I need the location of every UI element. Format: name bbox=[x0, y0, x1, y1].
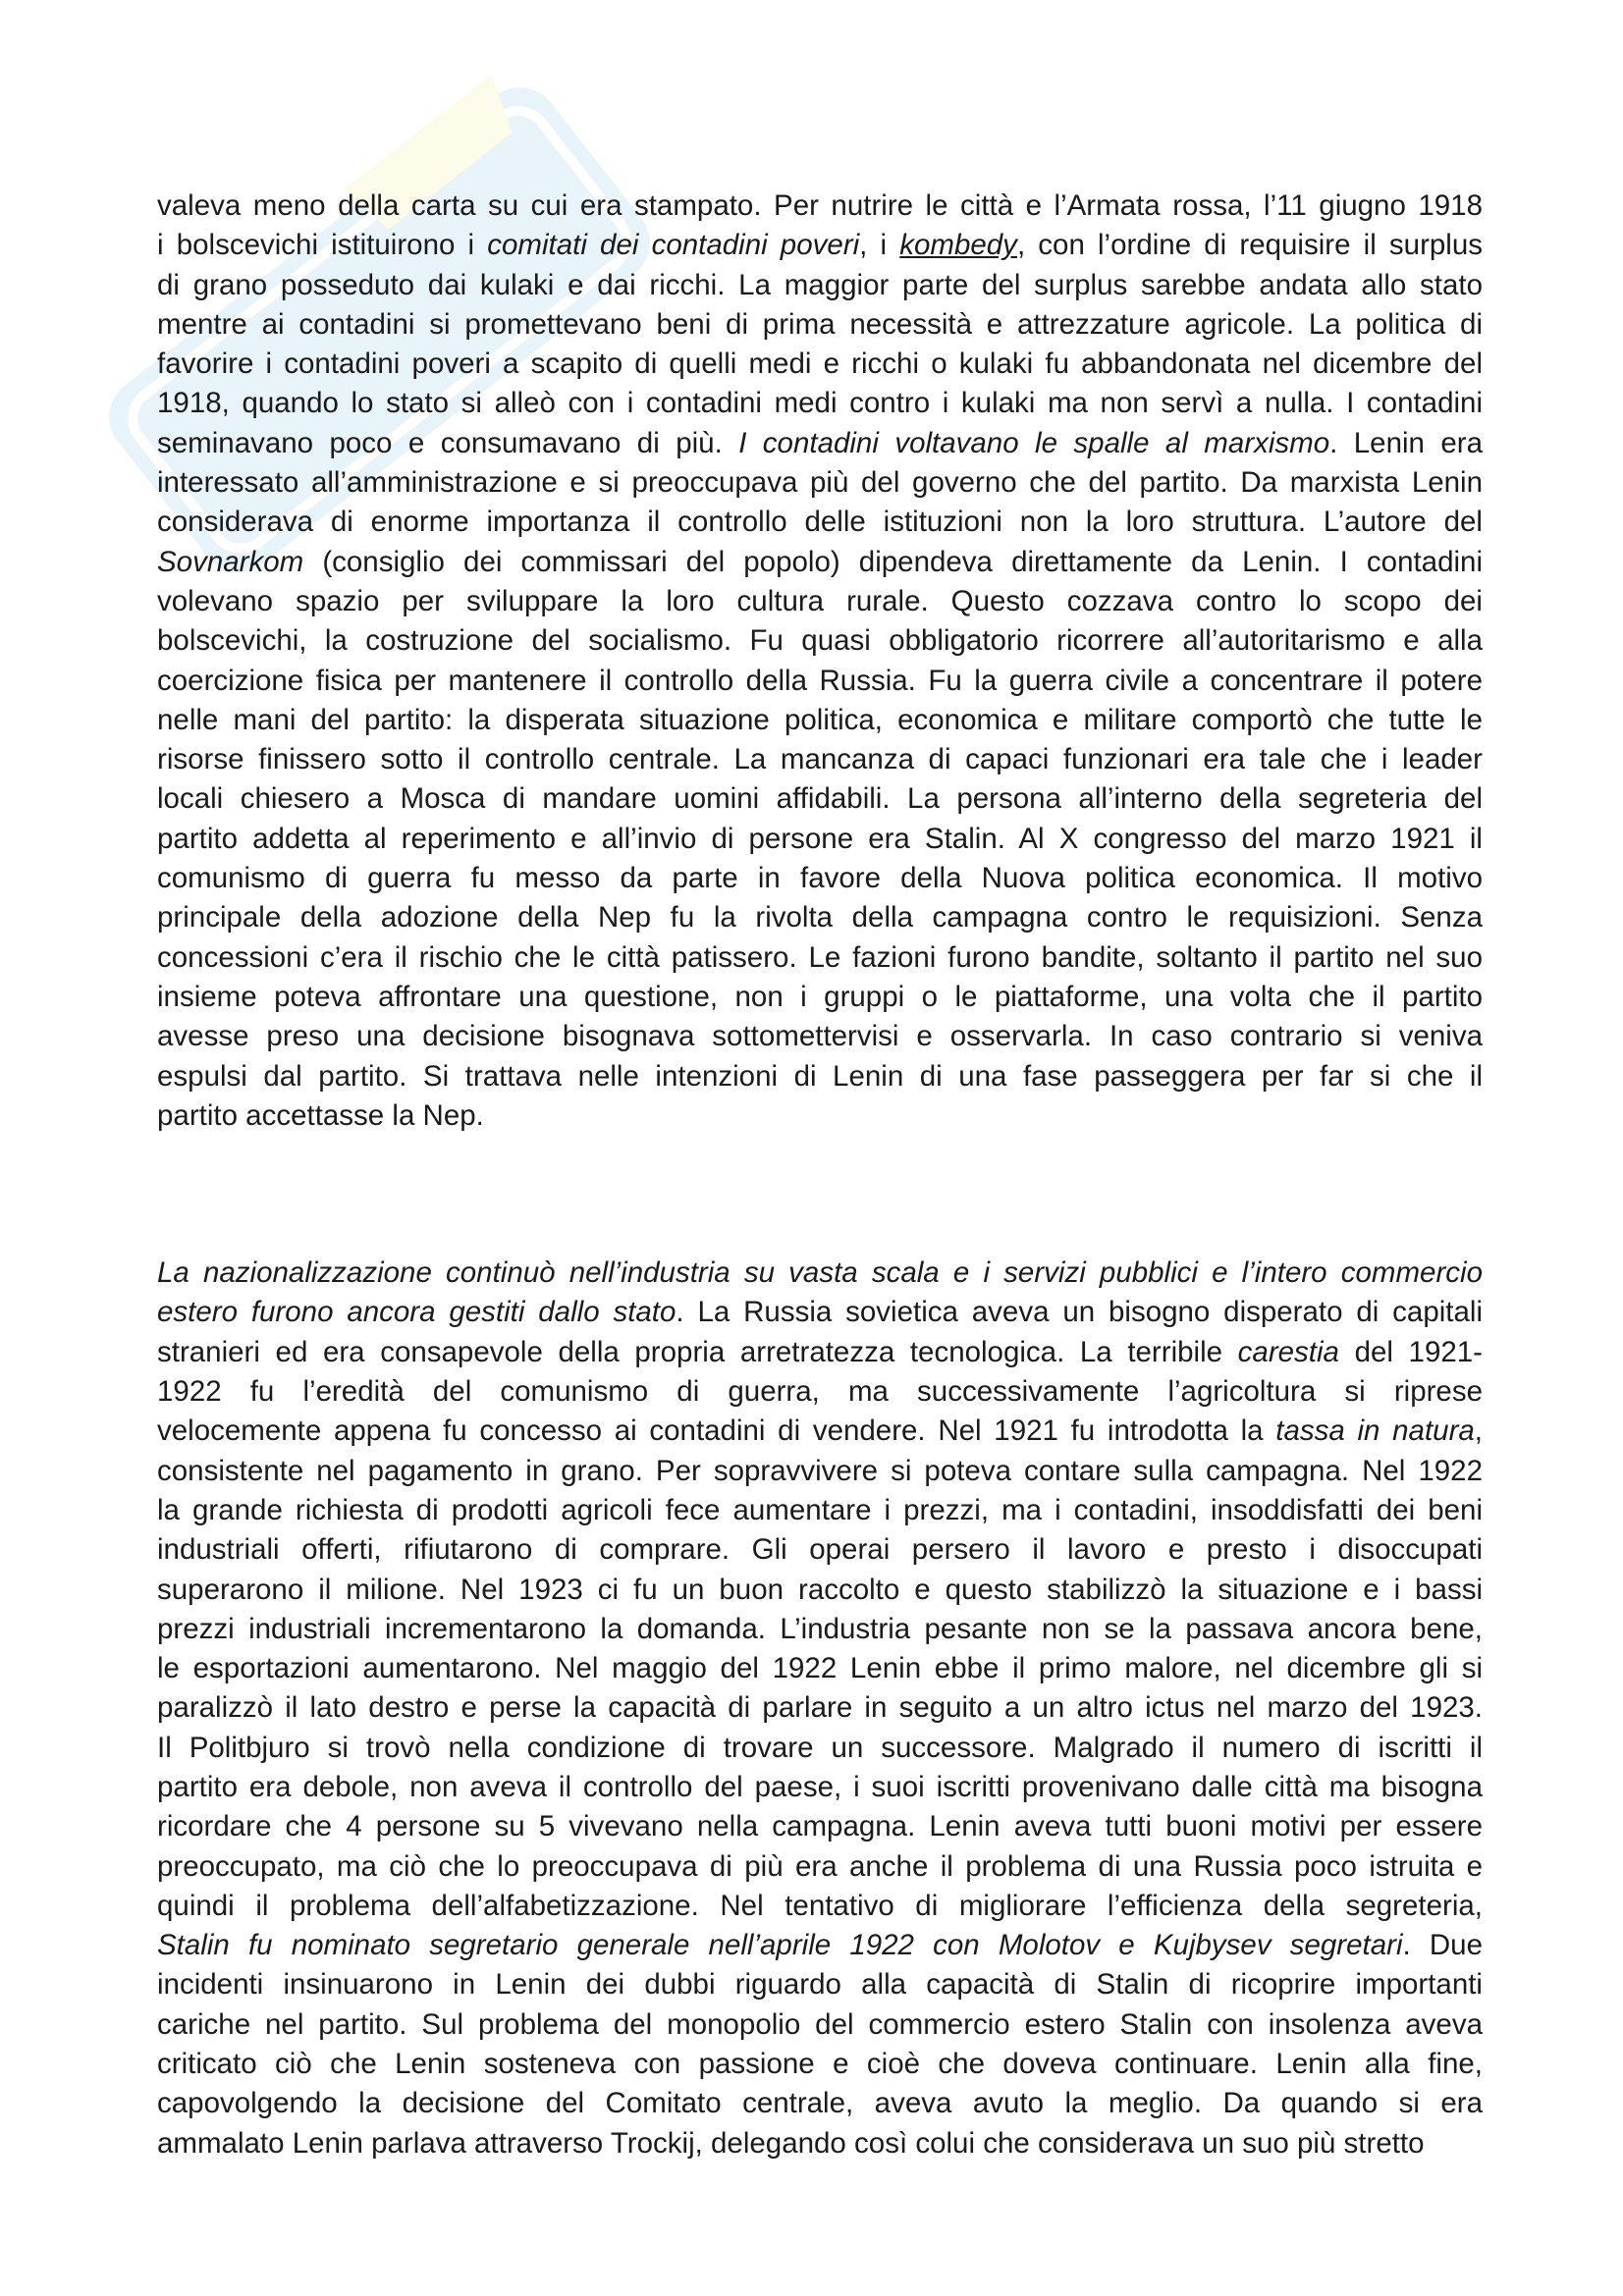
text-run: criticato ciò che Lenin sosteneva con passione e cioè che doveva continuare. Lenin alla fine, bbox=[157, 2048, 1483, 2081]
text-run: , con l’ordine di requisire il surplus bbox=[1016, 229, 1484, 262]
text-run: , i bbox=[859, 229, 900, 262]
text-line bbox=[157, 1688, 1483, 1728]
italic-text: I contadini voltavano le spalle al marxismo bbox=[738, 426, 1330, 459]
text-line bbox=[157, 1096, 1483, 1136]
text-run: . La Russia sovietica aveva un bisogno disperato di capitali bbox=[676, 1296, 1483, 1329]
text-line bbox=[157, 1530, 1483, 1570]
text-line bbox=[157, 1649, 1483, 1688]
text-run: stranieri ed era consapevole della propria arretratezza tecnologica. La terribile bbox=[157, 1335, 1238, 1368]
text-line bbox=[157, 1571, 1483, 1610]
text-run: interessato all’amministrazione e si preoccupava più del governo che del partito. Da marxista Lenin bbox=[157, 466, 1483, 500]
text-line bbox=[157, 859, 1483, 898]
text-line bbox=[157, 543, 1483, 582]
text-run: la grande richiesta di prodotti agricoli fece aumentare i prezzi, ma i contadini, insoddisfatti dei beni bbox=[157, 1493, 1483, 1526]
text-run: velocemente appena fu concesso ai contadini di vendere. Nel 1921 fu introdotta la bbox=[157, 1415, 1276, 1448]
text-run: valeva meno della carta su cui era stampato. Per nutrire le città e l’Armata rossa, l’11 giugno 1918 bbox=[157, 189, 1483, 222]
document-body bbox=[157, 187, 1483, 2163]
text-line bbox=[157, 820, 1483, 859]
text-line bbox=[157, 621, 1483, 661]
paragraph-1 bbox=[157, 187, 1483, 1136]
text-line bbox=[157, 978, 1483, 1017]
text-run: avesse preso una decisione bisognava sottomettervisi e osservarla. In caso contrario si veniva bbox=[157, 1020, 1483, 1053]
text-line bbox=[157, 1610, 1483, 1649]
text-run: quindi il problema dell’alfabetizzazione. Nel tentativo di migliorare l’efficienza della segreteria, bbox=[157, 1889, 1483, 1922]
text-run: del 1921- bbox=[1338, 1335, 1483, 1368]
text-run: seminavano poco e consumavano di più. bbox=[157, 426, 739, 459]
text-line bbox=[157, 582, 1483, 621]
text-line bbox=[157, 187, 1483, 226]
text-run: capovolgendo la decisione del Comitato centrale, aveva avuto la meglio. Da quando si era bbox=[157, 2087, 1483, 2120]
text-line bbox=[157, 1847, 1483, 1887]
text-run: mentre ai contadini si promettevano beni di prima necessità e attrezzature agricole. La politica di bbox=[157, 307, 1483, 341]
text-run: 1918, quando lo stato si alleò con i contadini medi contro i kulaki ma non servì a nulla. I contadini bbox=[157, 387, 1483, 420]
text-run: Il Politbjuro si trovò nella condizione di trovare un successore. Malgrado il numero di iscritti il bbox=[157, 1731, 1483, 1764]
text-run: consistente nel pagamento in grano. Per sopravvivere si poteva contare sulla campagna. Nel 1922 bbox=[157, 1454, 1483, 1487]
text-line bbox=[157, 503, 1483, 542]
text-run: partito addetta al reperimento e all’invio di persone era Stalin. Al X congresso del marzo 1921 il bbox=[157, 822, 1483, 855]
text-run: risorse finissero sotto il controllo centrale. La mancanza di capaci funzionari era tale che i leader bbox=[157, 743, 1483, 776]
text-line bbox=[157, 384, 1483, 423]
text-run: locali chiesero a Mosca di mandare uomini affidabili. La persona all’interno della segreteria del bbox=[157, 782, 1483, 816]
text-run: . Due bbox=[1402, 1929, 1483, 1962]
italic-text: carestia bbox=[1237, 1335, 1339, 1368]
text-line bbox=[157, 1412, 1483, 1451]
paragraph-2 bbox=[157, 1254, 1483, 2163]
text-line bbox=[157, 2084, 1483, 2123]
text-run: paralizzò il lato destro e perse la capacità di parlare in seguito a un altro ictus nel marzo del 1923. bbox=[157, 1691, 1483, 1725]
text-run: favorire i contadini poveri a scapito di quelli medi e ricchi o kulaki fu abbandonata nel dicembre del bbox=[157, 347, 1483, 381]
text-run: volevano spazio per sviluppare la loro cultura rurale. Questo cozzava contro lo scopo dei bbox=[157, 584, 1483, 617]
text-run: nelle mani del partito: la disperata situazione politica, economica e militare comportò che tutte le bbox=[157, 703, 1483, 736]
text-line bbox=[157, 740, 1483, 779]
text-run: superarono il milione. Nel 1923 ci fu un buon raccolto e questo stabilizzò la situazione e i bassi bbox=[157, 1573, 1483, 1606]
text-run: espulsi dal partito. Si trattava nelle intenzioni di Lenin di una fase passeggera per far si che il bbox=[157, 1059, 1483, 1093]
text-line bbox=[157, 305, 1483, 345]
text-line bbox=[157, 1887, 1483, 1926]
italic-text bbox=[899, 229, 1017, 261]
text-run: ricordare che 4 persone su 5 vivevano nella campagna. Lenin aveva tutti buoni motivi per essere bbox=[157, 1810, 1483, 1843]
text-line bbox=[157, 1452, 1483, 1491]
underlined-term: kombedy bbox=[899, 229, 1017, 262]
text-line bbox=[157, 2005, 1483, 2045]
text-run: insieme poteva affrontare una questione, non i gruppi o le piattaforme, una volta che il partito bbox=[157, 980, 1483, 1013]
text-run: 1922 fu l’eredità del comunismo di guerra, ma successivamente l’agricoltura si riprese bbox=[157, 1375, 1483, 1409]
text-line bbox=[157, 1333, 1483, 1372]
italic-text: La nazionalizzazione continuò nell’industria su vasta scala e i servizi pubblici e l’intero commercio bbox=[157, 1256, 1483, 1290]
text-line bbox=[157, 1926, 1483, 1965]
text-run: concessioni c’era il rischio che le città patissero. Le fazioni furono bandite, soltanto il partito nel suo bbox=[157, 940, 1483, 974]
text-line bbox=[157, 424, 1483, 463]
text-line bbox=[157, 779, 1483, 819]
text-run: ammalato Lenin parlava attraverso Trockij, delegando così colui che considerava un suo più stretto bbox=[157, 2126, 1425, 2160]
text-run: principale della adozione della Nep fu la rivolta della campagna contro le requisizioni. Senza bbox=[157, 901, 1483, 934]
text-run: partito era debole, non aveva il controllo del paese, i suoi iscritti provenivano dalle città ma bisogna bbox=[157, 1770, 1483, 1803]
text-run: . Lenin era bbox=[1329, 426, 1484, 459]
text-line bbox=[157, 701, 1483, 740]
text-line bbox=[157, 463, 1483, 503]
text-run: considerava di enorme importanza il controllo delle istituzioni non la loro struttura. L’autore del bbox=[157, 506, 1483, 539]
text-run: cariche nel partito. Sul problema del monopolio del commercio estero Stalin con insolenza aveva bbox=[157, 2007, 1483, 2041]
text-line bbox=[157, 1372, 1483, 1412]
text-run: industriali offerti, rifiutarono di comprare. Gli operai persero il lavoro e presto i disoccupati bbox=[157, 1533, 1483, 1567]
text-run: prezzi industriali incrementarono la domanda. L’industria pesante non se la passava ancora bene, bbox=[157, 1612, 1483, 1645]
text-run: incidenti insinuarono in Lenin dei dubbi riguardo alla capacità di Stalin di ricoprire importanti bbox=[157, 1968, 1483, 2002]
italic-text: estero furono ancora gestiti dallo stato bbox=[157, 1296, 676, 1329]
text-line bbox=[157, 226, 1483, 265]
text-run: comunismo di guerra fu messo da parte in favore della Nuova politica economica. Il motivo bbox=[157, 862, 1483, 895]
italic-text: Sovnarkom bbox=[157, 545, 304, 578]
text-run: coercizione fisica per mantenere il controllo della Russia. Fu la guerra civile a concentrare il potere bbox=[157, 664, 1483, 697]
text-line bbox=[157, 1965, 1483, 2004]
text-run: di grano posseduto dai kulaki e dai ricchi. La maggior parte del surplus sarebbe andata allo stato bbox=[157, 268, 1483, 301]
text-line bbox=[157, 1729, 1483, 1768]
text-run: bolscevichi, la costruzione del socialismo. Fu quasi obbligatorio ricorrere all’autoritarismo e alla bbox=[157, 624, 1483, 658]
paragraph-gap bbox=[157, 1136, 1483, 1254]
italic-text: Stalin fu nominato segretario generale nell’aprile 1922 con Molotov e Kujbysev segretari bbox=[157, 1929, 1403, 1962]
text-line bbox=[157, 662, 1483, 701]
text-run: i bolscevichi istituirono i bbox=[157, 229, 488, 262]
text-line bbox=[157, 1293, 1483, 1332]
text-line bbox=[157, 938, 1483, 978]
text-line bbox=[157, 898, 1483, 937]
text-line bbox=[157, 1491, 1483, 1530]
text-line bbox=[157, 1057, 1483, 1096]
text-run: (consiglio dei commissari del popolo) dipendeva direttamente da Lenin. I contadini bbox=[303, 545, 1483, 578]
text-line bbox=[157, 1017, 1483, 1056]
text-line bbox=[157, 2045, 1483, 2084]
text-line bbox=[157, 2124, 1483, 2163]
text-line bbox=[157, 1807, 1483, 1846]
text-run: , bbox=[1474, 1415, 1483, 1448]
text-line bbox=[157, 1254, 1483, 1293]
text-run: preoccupato, ma ciò che lo preoccupava di più era anche il problema di una Russia poco istruita e bbox=[157, 1849, 1483, 1883]
italic-text: comitati dei contadini poveri bbox=[487, 229, 860, 262]
text-line bbox=[157, 345, 1483, 384]
text-run: le esportazioni aumentarono. Nel maggio del 1922 Lenin ebbe il primo malore, nel dicembre gli si bbox=[157, 1652, 1483, 1685]
text-line bbox=[157, 266, 1483, 305]
italic-text: tassa in natura bbox=[1275, 1415, 1475, 1448]
text-run: partito accettasse la Nep. bbox=[157, 1098, 484, 1132]
text-line bbox=[157, 1768, 1483, 1807]
